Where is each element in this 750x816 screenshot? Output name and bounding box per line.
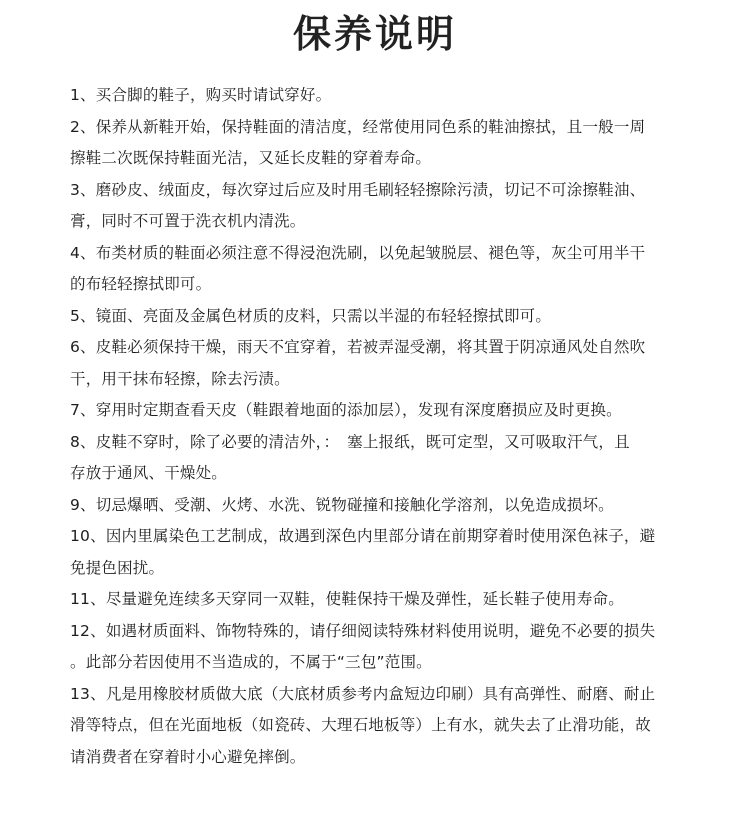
item-text-line: 存放于通风、干燥处。 bbox=[70, 464, 228, 482]
item-text-line: 10、因内里属染色工艺制成，故遇到深色内里部分请在前期穿着时使用深色袜子，避 bbox=[70, 527, 656, 545]
item-text-line: 6、皮鞋必须保持干燥，雨天不宜穿着，若被弄湿受潮，将其置于阴凉通风处自然吹 bbox=[70, 338, 646, 356]
list-item bbox=[70, 490, 670, 522]
item-text-line: 干，用干抹布轻擦，除去污渍。 bbox=[70, 369, 290, 388]
item-text-line: 12、如遇材质面料、饰物特殊的，请仔细阅读特殊材料使用说明，避免不必要的损失 bbox=[70, 621, 656, 640]
list-item bbox=[70, 332, 670, 395]
item-text-line: 。此部分若因使用不当造成的，不属于“三包”范围。 bbox=[70, 653, 432, 671]
page-title: 保养说明 bbox=[292, 12, 457, 56]
list-item bbox=[70, 616, 670, 679]
list-item bbox=[70, 112, 670, 175]
item-text-line: 的布轻轻擦拭即可。 bbox=[70, 275, 212, 293]
item-text-line: 请消费者在穿着时小心避免摔倒。 bbox=[70, 747, 306, 766]
item-text-line: 4、布类材质的鞋面必须注意不得浸泡洗刷，以免起皱脱层、褪色等，灰尘可用半干 bbox=[70, 243, 646, 262]
item-text-line: 11、尽量避免连续多天穿同一双鞋，使鞋保持干燥及弹性，延长鞋子使用寿命。 bbox=[70, 590, 624, 608]
item-text-line: 1、买合脚的鞋子，购买时请试穿好。 bbox=[70, 86, 332, 104]
item-text-line: 擦鞋二次既保持鞋面光洁，又延长皮鞋的穿着寿命。 bbox=[70, 149, 432, 167]
item-text-line: 2、保养从新鞋开始，保持鞋面的清洁度，经常使用同色系的鞋油擦拭，且一般一周 bbox=[70, 117, 646, 136]
list-item bbox=[70, 301, 670, 333]
item-text-line: 5、镜面、亮面及金属色材质的皮料，只需以半湿的布轻轻擦拭即可。 bbox=[70, 306, 552, 325]
item-text-line: 免提色困扰。 bbox=[70, 558, 165, 577]
list-item bbox=[70, 679, 670, 774]
item-text-line: 3、磨砂皮、绒面皮，每次穿过后应及时用毛刷轻轻擦除污渍，切记不可涂擦鞋油、 bbox=[70, 180, 646, 199]
list-item bbox=[70, 175, 670, 238]
list-item bbox=[70, 427, 670, 490]
item-text-line: 膏，同时不可置于洗衣机内清洗。 bbox=[70, 212, 306, 230]
item-text-line: 13、凡是用橡胶材质做大底（大底材质参考内盒短边印刷）具有高弹性、耐磨、耐止 bbox=[70, 684, 656, 703]
item-text-line: 9、切忌爆晒、受潮、火烤、水洗、锐物碰撞和接触化学溶剂，以免造成损坏。 bbox=[70, 495, 614, 514]
item-text-line: 滑等特点，但在光面地板（如瓷砖、大理石地板等）上有水，就失去了止滑功能，故 bbox=[70, 716, 651, 734]
list-item bbox=[70, 238, 670, 301]
list-item bbox=[70, 395, 670, 427]
item-text-line: 8、皮鞋不穿时，除了必要的清洁外，： 塞上报纸，既可定型，又可吸取汗气，且 bbox=[70, 432, 630, 451]
list-item bbox=[70, 521, 670, 584]
list-item bbox=[70, 80, 670, 112]
list-item bbox=[70, 584, 670, 616]
item-text-line: 7、穿用时定期查看天皮（鞋跟着地面的添加层），发现有深度磨损应及时更换。 bbox=[70, 401, 622, 419]
care-instructions-list bbox=[70, 80, 670, 773]
